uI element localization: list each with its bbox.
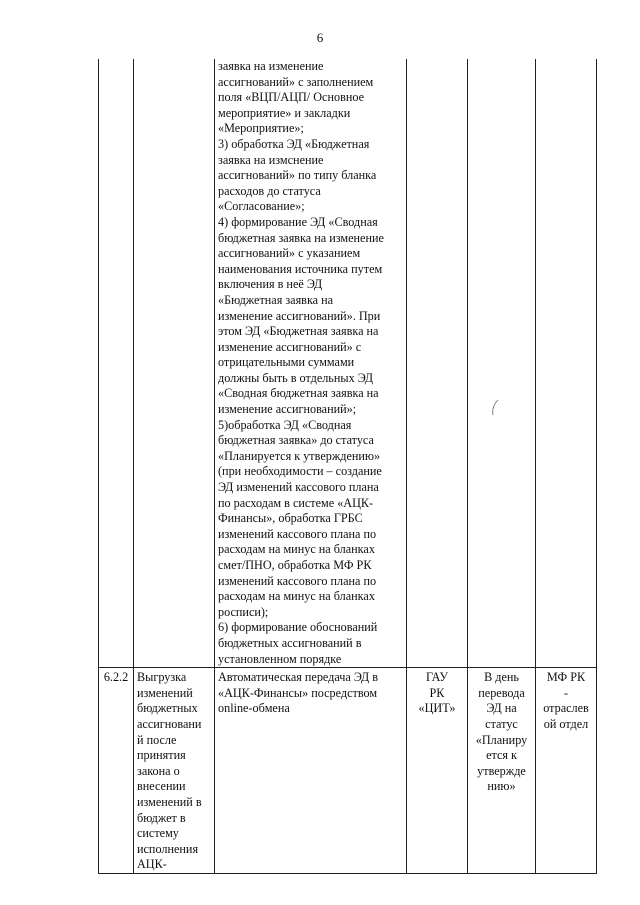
cell-deadline: В день перевода ЭД на статус «Планиру ется к утвержде нию» <box>468 668 536 874</box>
cell-responsible: МФ РК - отраслев ой отдел <box>536 668 597 874</box>
cell-deadline <box>468 59 536 668</box>
pen-mark <box>489 398 501 418</box>
cell-number <box>99 59 134 668</box>
table-row <box>99 59 597 668</box>
cell-description: Автоматическая передача ЭД в «АЦК-Финансы» посредством online-обмена <box>215 668 407 874</box>
cell-executor: ГАУ РК «ЦИТ» <box>407 668 468 874</box>
cell-executor <box>407 59 468 668</box>
cell-name <box>134 59 215 668</box>
cell-responsible <box>536 59 597 668</box>
page-number: 6 <box>316 30 324 45</box>
cell-name: Выгрузка изменений бюджетных ассигновани й после принятия закона о внесении изменений в бюджет в систему исполнения АЦК- <box>134 668 215 874</box>
table-row <box>99 668 597 874</box>
cell-number: 6.2.2 <box>99 668 134 874</box>
procedure-table <box>98 59 597 874</box>
cell-description: заявка на изменение ассигнований» с заполнением поля «ВЦП/АЦП/ Основное мероприятие» и закладки «Мероприятие»; 3) обработка ЭД «Бюджетная заявка на измснение ассигнований» по типу бланка расходов до статуса «Согласование»; 4) формирование ЭД «Сводная бюджетная заявка на изменение ассигнований» с указанием наименования источника путем включения в неё ЭД «Бюджетная заявка на изменение ассигнований». При этом ЭД «Бюджетная заявка на изменение ассигнований» с отрицательными суммами должны быть в отдельных ЭД «Сводная бюджетная заявка на изменение ассигнований»; 5)обработка ЭД «Сводная бюджетная заявка» до статуса «Планируется к утверждению» (при необходимости – создание ЭД изменений кассового плана по расходам в системе «АЦК- Финансы», обработка ГРБС изменений кассового плана по расходам на минус на бланках смет/ПНО, обработка МФ РК изменений кассового плана по расходам на минус на бланках росписи); 6) формирование обоснований бюджетных ассигнований в установленном порядке <box>215 59 407 668</box>
